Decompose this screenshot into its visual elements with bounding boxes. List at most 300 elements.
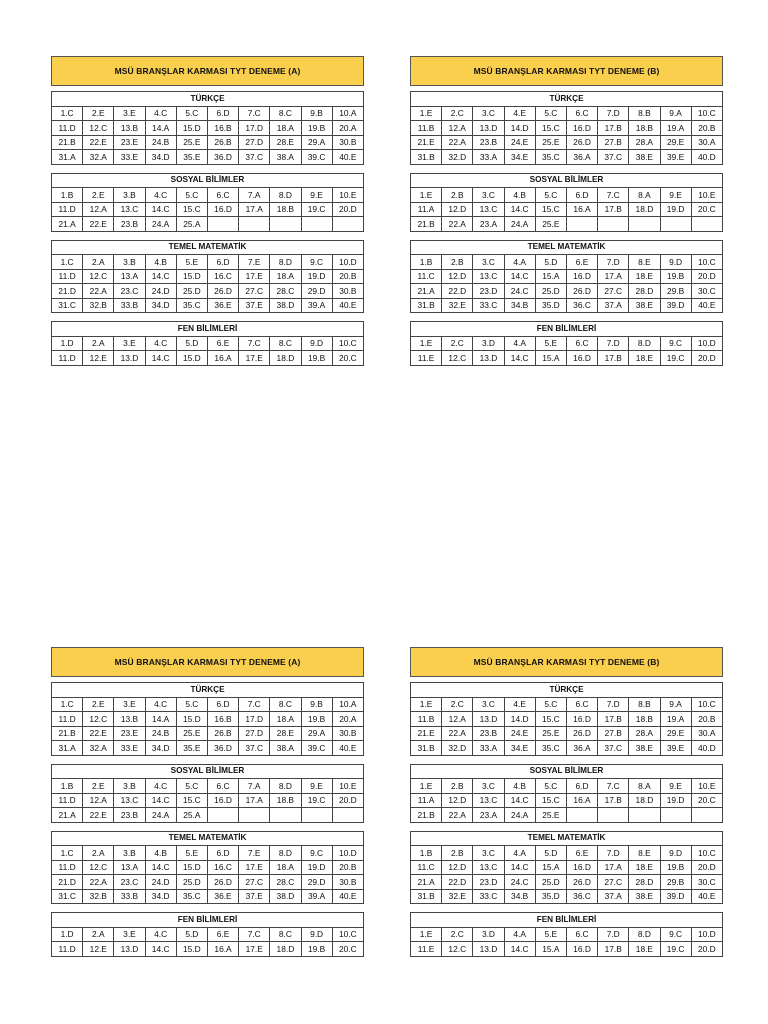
answer-cell: 16.D xyxy=(566,269,597,284)
answer-cell: 7.E xyxy=(239,255,270,270)
section-heading: TEMEL MATEMATİK xyxy=(411,831,723,846)
answer-row xyxy=(52,298,364,313)
answer-cell: 1.E xyxy=(411,779,442,794)
answer-cell: 16.D xyxy=(566,860,597,875)
answer-cell: 24.A xyxy=(145,808,176,823)
answer-cell: 15.C xyxy=(535,712,566,727)
answer-cell: 13.D xyxy=(473,942,504,957)
answer-cell: 37.C xyxy=(598,741,629,756)
answer-cell: 29.D xyxy=(301,284,332,299)
answer-cell: 1.C xyxy=(52,255,83,270)
answer-cell: 16.A xyxy=(566,202,597,217)
section-table xyxy=(51,764,364,823)
answer-cell: 38.E xyxy=(629,298,660,313)
answer-cell: 34.D xyxy=(145,889,176,904)
answer-cell: 9.A xyxy=(660,697,691,712)
answer-cell: 24.C xyxy=(504,875,535,890)
answer-cell: 7.D xyxy=(598,336,629,351)
answer-cell: 19.D xyxy=(660,793,691,808)
answer-cell: 26.B xyxy=(207,726,238,741)
answer-cell: 19.B xyxy=(301,351,332,366)
answer-cell: 30.A xyxy=(691,726,722,741)
answer-cell: 15.C xyxy=(535,121,566,136)
answer-cell: 10.A xyxy=(332,106,363,121)
answer-cell: 28.C xyxy=(270,875,301,890)
answer-cell: 15.C xyxy=(535,793,566,808)
answer-cell: 19.C xyxy=(301,202,332,217)
answer-cell: 1.E xyxy=(411,336,442,351)
answer-cell: 17.E xyxy=(239,860,270,875)
section-heading: TEMEL MATEMATİK xyxy=(52,831,364,846)
answer-cell: 6.C xyxy=(566,106,597,121)
answer-row xyxy=(411,298,723,313)
answer-row xyxy=(52,284,364,299)
answer-cell xyxy=(301,808,332,823)
answer-cell: 4.A xyxy=(504,336,535,351)
answer-cell: 20.D xyxy=(332,793,363,808)
answer-cell: 17.A xyxy=(598,860,629,875)
answer-cell: 13.C xyxy=(114,202,145,217)
answer-cell: 12.D xyxy=(442,269,473,284)
answer-row xyxy=(52,202,364,217)
answer-cell: 5.C xyxy=(176,188,207,203)
answer-cell: 4.A xyxy=(504,846,535,861)
answer-cell: 12.A xyxy=(83,202,114,217)
answer-cell: 27.B xyxy=(598,726,629,741)
answer-cell: 18.A xyxy=(270,860,301,875)
answer-cell: 40.D xyxy=(691,741,722,756)
answer-cell: 6.E xyxy=(207,927,238,942)
answer-row xyxy=(411,217,723,232)
answer-cell: 3.C xyxy=(473,188,504,203)
answer-cell: 19.D xyxy=(660,202,691,217)
answer-cell: 10.D xyxy=(332,846,363,861)
section-table xyxy=(51,912,364,957)
answer-cell: 6.D xyxy=(207,255,238,270)
answer-row xyxy=(52,106,364,121)
answer-cell: 11.C xyxy=(411,269,442,284)
answer-key-title: MSÜ BRANŞLAR KARMASI TYT DENEME (A) xyxy=(51,56,364,86)
answer-cell: 1.B xyxy=(52,779,83,794)
answer-cell: 2.C xyxy=(442,106,473,121)
answer-cell: 17.B xyxy=(598,121,629,136)
answer-cell: 7.A xyxy=(239,188,270,203)
answer-cell: 9.C xyxy=(660,927,691,942)
answer-cell: 37.E xyxy=(239,298,270,313)
answer-cell: 26.D xyxy=(566,875,597,890)
answer-cell: 25.E xyxy=(535,726,566,741)
answer-cell: 8.C xyxy=(270,336,301,351)
answer-cell: 35.E xyxy=(176,741,207,756)
answer-cell: 18.D xyxy=(629,793,660,808)
answer-cell: 36.A xyxy=(566,150,597,165)
answer-cell: 8.D xyxy=(270,779,301,794)
answer-cell: 2.E xyxy=(83,697,114,712)
answer-cell: 8.D xyxy=(270,255,301,270)
answer-cell: 27.C xyxy=(598,875,629,890)
answer-cell: 18.D xyxy=(270,942,301,957)
answer-row xyxy=(52,135,364,150)
answer-row xyxy=(52,351,364,366)
answer-cell: 26.D xyxy=(207,875,238,890)
answer-cell: 15.A xyxy=(535,860,566,875)
answer-cell: 8.D xyxy=(629,336,660,351)
answer-cell: 36.A xyxy=(566,741,597,756)
answer-cell: 5.E xyxy=(176,846,207,861)
answer-cell: 14.C xyxy=(145,860,176,875)
answer-row xyxy=(411,741,723,756)
answer-row xyxy=(411,106,723,121)
answer-cell: 1.C xyxy=(52,846,83,861)
answer-cell: 32.E xyxy=(442,298,473,313)
answer-cell: 7.A xyxy=(239,779,270,794)
answer-cell: 27.D xyxy=(239,726,270,741)
answer-cell: 9.E xyxy=(301,188,332,203)
answer-cell: 20.C xyxy=(332,351,363,366)
answer-cell: 6.D xyxy=(207,697,238,712)
answer-cell: 3.B xyxy=(114,779,145,794)
answer-cell: 4.C xyxy=(145,697,176,712)
answer-cell: 39.C xyxy=(301,150,332,165)
answer-cell: 7.C xyxy=(239,106,270,121)
answer-cell: 37.E xyxy=(239,889,270,904)
answer-cell: 10.C xyxy=(691,255,722,270)
answer-cell: 20.A xyxy=(332,712,363,727)
answer-cell: 13.C xyxy=(114,793,145,808)
answer-cell: 20.D xyxy=(691,942,722,957)
answer-cell: 16.D xyxy=(207,793,238,808)
answer-cell xyxy=(691,217,722,232)
answer-cell: 9.C xyxy=(301,255,332,270)
answer-cell: 7.C xyxy=(239,927,270,942)
answer-cell: 21.E xyxy=(411,135,442,150)
answer-cell: 11.A xyxy=(411,793,442,808)
answer-cell: 12.C xyxy=(83,860,114,875)
answer-cell: 12.C xyxy=(442,351,473,366)
answer-cell: 31.B xyxy=(411,889,442,904)
section-table xyxy=(51,321,364,366)
section-table xyxy=(410,91,723,165)
answer-cell: 30.B xyxy=(332,135,363,150)
answer-cell: 24.E xyxy=(504,135,535,150)
answer-cell: 20.D xyxy=(332,202,363,217)
answer-cell: 10.D xyxy=(691,927,722,942)
answer-cell: 24.B xyxy=(145,135,176,150)
answer-cell: 20.D xyxy=(691,269,722,284)
answer-row xyxy=(411,808,723,823)
answer-cell: 35.D xyxy=(535,298,566,313)
answer-cell: 10.A xyxy=(332,697,363,712)
answer-cell xyxy=(239,217,270,232)
answer-cell: 39.E xyxy=(660,741,691,756)
answer-cell: 2.C xyxy=(442,927,473,942)
answer-cell: 25.E xyxy=(535,135,566,150)
answer-cell: 22.D xyxy=(442,284,473,299)
answer-cell: 18.E xyxy=(629,860,660,875)
answer-cell: 25.A xyxy=(176,808,207,823)
answer-cell: 34.B xyxy=(504,889,535,904)
answer-cell: 19.B xyxy=(301,942,332,957)
answer-cell: 28.E xyxy=(270,726,301,741)
section-table xyxy=(51,831,364,905)
answer-cell: 11.E xyxy=(411,942,442,957)
answer-cell: 36.C xyxy=(566,889,597,904)
answer-cell: 11.D xyxy=(52,860,83,875)
answer-cell: 25.D xyxy=(535,875,566,890)
section-table xyxy=(410,912,723,957)
answer-row xyxy=(52,121,364,136)
answer-cell: 3.B xyxy=(114,188,145,203)
answer-cell: 3.D xyxy=(473,927,504,942)
answer-cell: 16.A xyxy=(207,942,238,957)
answer-row xyxy=(52,150,364,165)
answer-cell: 7.D xyxy=(598,927,629,942)
answer-cell: 18.E xyxy=(629,269,660,284)
answer-cell: 1.D xyxy=(52,336,83,351)
answer-cell: 39.D xyxy=(660,889,691,904)
answer-cell: 17.E xyxy=(239,942,270,957)
answer-cell: 9.D xyxy=(660,846,691,861)
answer-cell: 17.E xyxy=(239,269,270,284)
answer-row xyxy=(411,793,723,808)
answer-cell: 8.D xyxy=(629,927,660,942)
section-heading: TEMEL MATEMATİK xyxy=(411,240,723,255)
section-table xyxy=(410,682,723,756)
answer-cell: 19.B xyxy=(660,860,691,875)
answer-cell: 18.B xyxy=(629,121,660,136)
answer-cell xyxy=(332,217,363,232)
answer-cell: 19.B xyxy=(660,269,691,284)
answer-key-a-bottom xyxy=(51,647,364,965)
answer-cell: 28.C xyxy=(270,284,301,299)
answer-cell: 3.E xyxy=(114,927,145,942)
answer-cell: 25.D xyxy=(535,284,566,299)
answer-cell: 16.B xyxy=(207,712,238,727)
answer-row xyxy=(52,188,364,203)
answer-cell: 36.C xyxy=(566,298,597,313)
answer-cell: 31.B xyxy=(411,298,442,313)
answer-cell: 3.E xyxy=(114,697,145,712)
section-heading: TÜRKÇE xyxy=(411,92,723,107)
answer-row xyxy=(52,860,364,875)
answer-cell: 23.A xyxy=(473,808,504,823)
answer-cell: 15.D xyxy=(176,712,207,727)
answer-cell: 32.E xyxy=(442,889,473,904)
answer-cell: 32.D xyxy=(442,741,473,756)
answer-cell: 21.B xyxy=(52,726,83,741)
answer-cell: 6.C xyxy=(207,779,238,794)
answer-cell xyxy=(332,808,363,823)
answer-cell: 16.D xyxy=(207,202,238,217)
answer-cell xyxy=(660,217,691,232)
answer-cell: 22.A xyxy=(442,217,473,232)
answer-cell: 19.B xyxy=(301,712,332,727)
answer-cell: 14.C xyxy=(145,269,176,284)
answer-cell: 21.B xyxy=(411,217,442,232)
section-table xyxy=(410,240,723,314)
answer-cell: 22.E xyxy=(83,808,114,823)
answer-cell: 17.D xyxy=(239,121,270,136)
answer-cell: 34.E xyxy=(504,150,535,165)
answer-cell: 20.D xyxy=(691,351,722,366)
section-table xyxy=(410,321,723,366)
answer-cell: 5.C xyxy=(176,697,207,712)
answer-cell: 34.D xyxy=(145,741,176,756)
answer-cell: 28.A xyxy=(629,135,660,150)
answer-cell: 14.C xyxy=(504,351,535,366)
answer-cell xyxy=(207,808,238,823)
answer-cell: 9.C xyxy=(301,846,332,861)
answer-cell: 9.E xyxy=(660,188,691,203)
answer-cell: 10.E xyxy=(332,779,363,794)
answer-cell: 9.D xyxy=(660,255,691,270)
answer-cell: 17.D xyxy=(239,712,270,727)
answer-cell: 13.A xyxy=(114,860,145,875)
answer-cell: 23.B xyxy=(473,726,504,741)
answer-cell: 37.A xyxy=(598,298,629,313)
answer-cell: 22.E xyxy=(83,135,114,150)
answer-cell: 12.A xyxy=(442,712,473,727)
answer-cell xyxy=(629,217,660,232)
answer-cell: 4.B xyxy=(504,188,535,203)
answer-cell: 13.B xyxy=(114,121,145,136)
answer-cell: 13.B xyxy=(114,712,145,727)
answer-cell: 40.E xyxy=(332,741,363,756)
answer-row xyxy=(411,255,723,270)
answer-cell: 35.C xyxy=(176,298,207,313)
answer-cell: 11.D xyxy=(52,351,83,366)
answer-cell: 16.B xyxy=(207,121,238,136)
answer-cell: 13.C xyxy=(473,202,504,217)
answer-cell: 19.C xyxy=(301,793,332,808)
answer-cell: 6.E xyxy=(207,336,238,351)
answer-cell: 15.C xyxy=(176,202,207,217)
answer-cell xyxy=(239,808,270,823)
answer-cell: 25.A xyxy=(176,217,207,232)
answer-cell: 12.A xyxy=(442,121,473,136)
answer-cell: 20.A xyxy=(332,121,363,136)
answer-cell: 26.B xyxy=(207,135,238,150)
answer-cell: 17.B xyxy=(598,793,629,808)
answer-cell: 1.B xyxy=(411,846,442,861)
answer-cell: 17.E xyxy=(239,351,270,366)
answer-cell: 24.A xyxy=(504,217,535,232)
answer-cell: 40.E xyxy=(332,150,363,165)
answer-cell: 3.E xyxy=(114,106,145,121)
answer-cell: 28.D xyxy=(629,284,660,299)
answer-cell: 26.D xyxy=(207,284,238,299)
answer-cell: 15.D xyxy=(176,269,207,284)
answer-cell: 40.E xyxy=(332,889,363,904)
answer-cell: 23.B xyxy=(473,135,504,150)
answer-cell: 20.B xyxy=(332,860,363,875)
answer-cell: 14.C xyxy=(145,793,176,808)
answer-cell: 31.B xyxy=(411,741,442,756)
answer-cell: 12.A xyxy=(83,793,114,808)
answer-cell: 21.E xyxy=(411,726,442,741)
answer-cell: 27.C xyxy=(239,284,270,299)
answer-cell: 11.A xyxy=(411,202,442,217)
answer-cell: 9.C xyxy=(660,336,691,351)
answer-cell: 17.B xyxy=(598,202,629,217)
answer-row xyxy=(52,927,364,942)
answer-cell: 3.C xyxy=(473,779,504,794)
answer-key-b-top xyxy=(410,56,723,374)
answer-cell: 6.D xyxy=(566,188,597,203)
answer-row xyxy=(411,697,723,712)
answer-cell: 8.C xyxy=(270,697,301,712)
section-table xyxy=(51,173,364,232)
answer-cell: 10.E xyxy=(691,779,722,794)
section-table xyxy=(51,240,364,314)
answer-cell: 6.D xyxy=(566,779,597,794)
answer-row xyxy=(411,202,723,217)
answer-cell: 15.D xyxy=(176,860,207,875)
answer-cell: 5.D xyxy=(535,846,566,861)
answer-cell xyxy=(691,808,722,823)
answer-cell: 21.B xyxy=(52,135,83,150)
answer-cell: 20.B xyxy=(691,712,722,727)
answer-cell: 22.E xyxy=(83,726,114,741)
answer-cell: 39.E xyxy=(660,150,691,165)
section-table xyxy=(410,173,723,232)
answer-cell: 25.D xyxy=(176,875,207,890)
answer-cell: 24.B xyxy=(145,726,176,741)
answer-cell: 15.C xyxy=(176,793,207,808)
answer-cell: 1.C xyxy=(52,697,83,712)
answer-cell: 13.D xyxy=(114,942,145,957)
section-heading: SOSYAL BİLİMLER xyxy=(52,173,364,188)
answer-cell: 9.E xyxy=(660,779,691,794)
answer-row xyxy=(411,188,723,203)
answer-cell: 3.C xyxy=(473,697,504,712)
answer-cell: 1.E xyxy=(411,106,442,121)
answer-cell: 33.E xyxy=(114,150,145,165)
answer-cell: 5.E xyxy=(176,255,207,270)
answer-cell: 18.B xyxy=(629,712,660,727)
answer-cell: 20.B xyxy=(332,269,363,284)
answer-cell: 5.C xyxy=(535,779,566,794)
answer-row xyxy=(52,712,364,727)
answer-cell: 17.B xyxy=(598,712,629,727)
answer-cell: 7.D xyxy=(598,697,629,712)
answer-cell: 32.A xyxy=(83,741,114,756)
answer-cell: 22.A xyxy=(83,875,114,890)
answer-cell: 4.C xyxy=(145,927,176,942)
answer-cell: 30.B xyxy=(332,284,363,299)
answer-cell: 30.C xyxy=(691,875,722,890)
answer-cell: 22.A xyxy=(83,284,114,299)
answer-cell: 22.A xyxy=(442,135,473,150)
answer-cell: 38.E xyxy=(629,150,660,165)
answer-cell xyxy=(629,808,660,823)
answer-cell: 2.A xyxy=(83,255,114,270)
answer-cell: 11.E xyxy=(411,351,442,366)
answer-cell: 25.D xyxy=(176,284,207,299)
answer-key-title: MSÜ BRANŞLAR KARMASI TYT DENEME (B) xyxy=(410,647,723,677)
answer-row xyxy=(52,741,364,756)
answer-cell: 6.C xyxy=(566,336,597,351)
answer-row xyxy=(52,779,364,794)
answer-cell: 8.E xyxy=(629,846,660,861)
answer-row xyxy=(411,875,723,890)
answer-cell: 23.D xyxy=(473,875,504,890)
answer-cell: 24.D xyxy=(145,875,176,890)
answer-row xyxy=(411,889,723,904)
answer-cell: 26.D xyxy=(566,726,597,741)
answer-row xyxy=(411,351,723,366)
answer-cell: 1.E xyxy=(411,927,442,942)
